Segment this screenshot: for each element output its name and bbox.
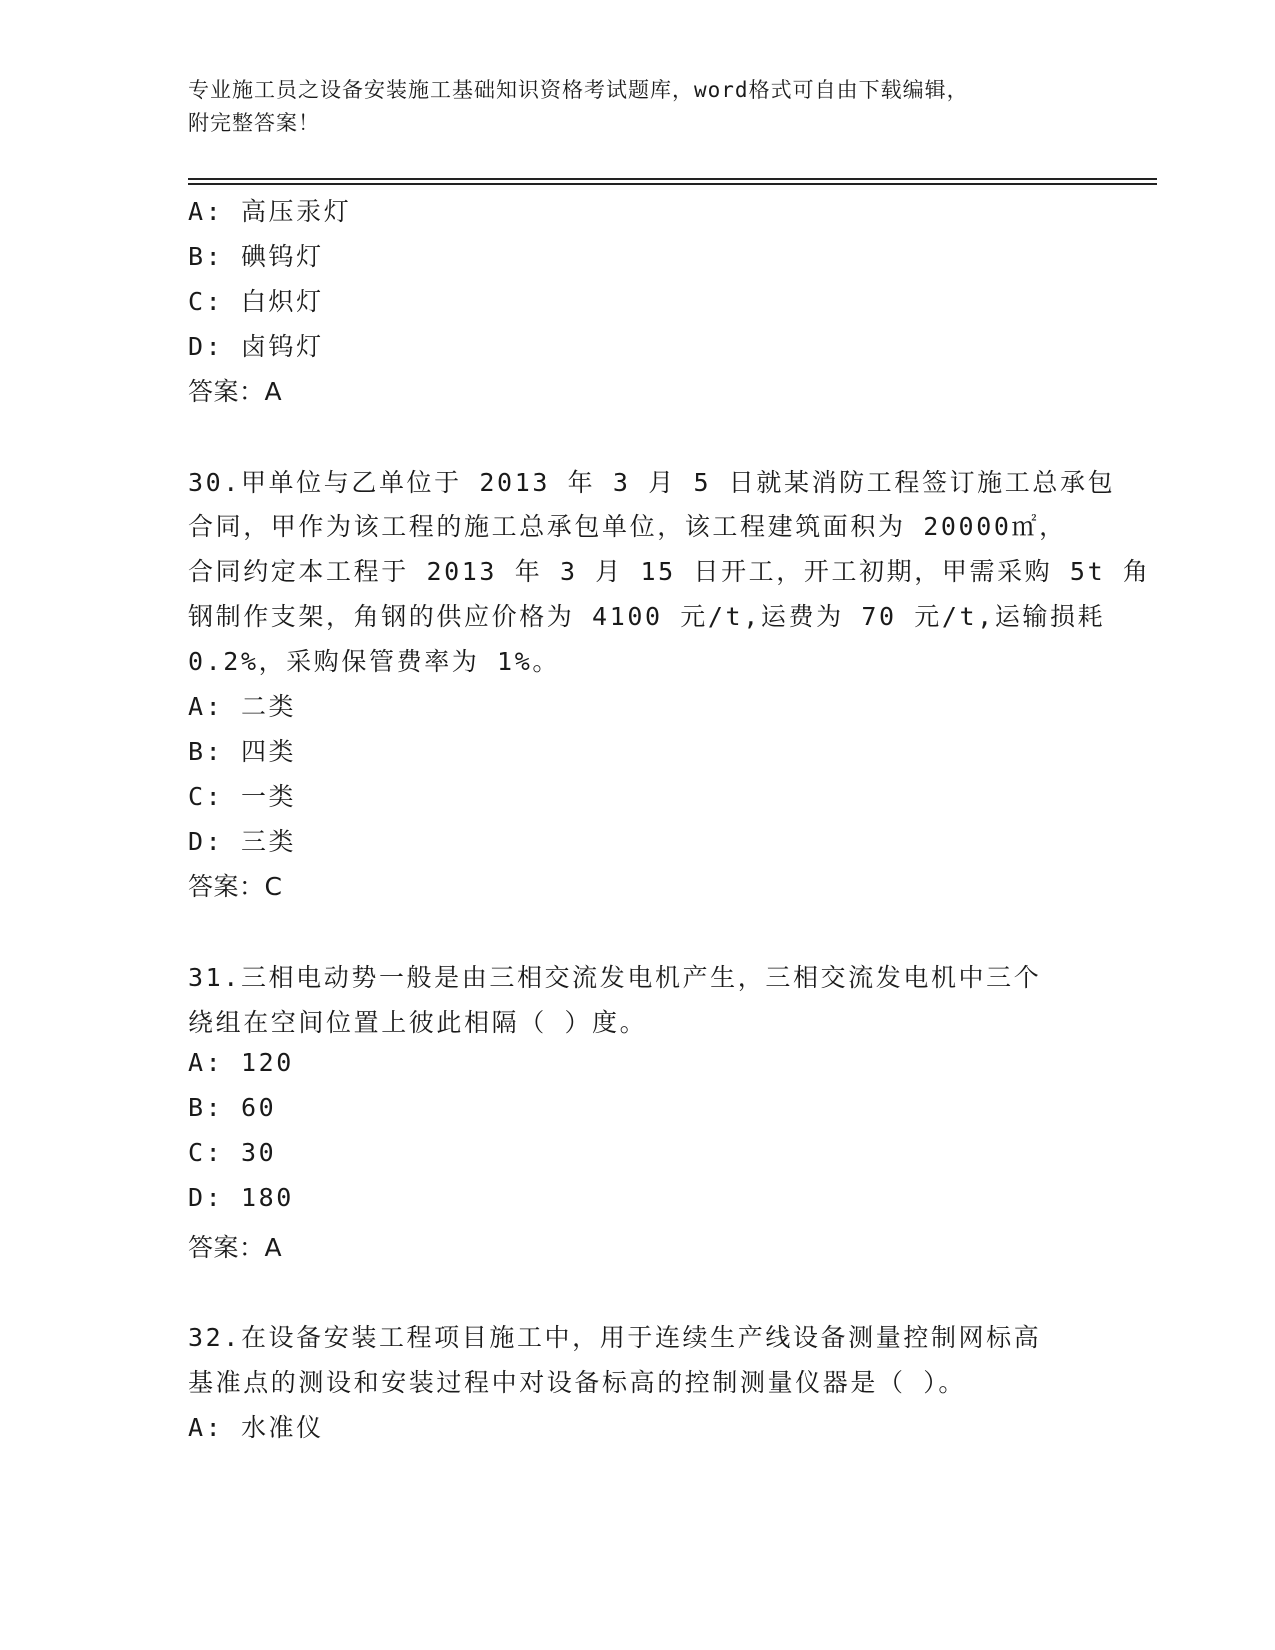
q31-answer: 答案：A <box>188 1233 283 1262</box>
q29-option-a: A: 高压汞灯 <box>188 197 352 226</box>
q29-option-d: D: 卤钨灯 <box>188 332 324 361</box>
q30-option-a: A: 二类 <box>188 692 297 721</box>
q32-option-a: A: 水准仪 <box>188 1413 324 1442</box>
q31-stem-line-2: 绕组在空间位置上彼此相隔（ ）度。 <box>188 1008 648 1037</box>
q31-option-c: C: 30 <box>188 1138 277 1167</box>
header-divider-bottom <box>188 183 1157 185</box>
document-header <box>188 74 1088 140</box>
q30-option-d: D: 三类 <box>188 827 297 856</box>
q30-answer: 答案：C <box>188 872 283 901</box>
header-divider-top <box>188 178 1157 180</box>
q31-option-a: A: 120 <box>188 1048 294 1077</box>
q30-stem-line-4: 钢制作支架，角钢的供应价格为 4100 元/t,运费为 70 元/t,运输损耗 <box>188 602 1106 631</box>
q32-stem-line-2: 基准点的测设和安装过程中对设备标高的控制测量仪器是（ ）。 <box>188 1368 966 1397</box>
q30-option-c: C: 一类 <box>188 782 297 811</box>
q29-option-b: B: 碘钨灯 <box>188 242 324 271</box>
q30-stem-line-5: 0.2%，采购保管费率为 1%。 <box>188 647 560 676</box>
q31-stem-line-1: 31.三相电动势一般是由三相交流发电机产生，三相交流发电机中三个 <box>188 963 1042 992</box>
q29-answer: 答案：A <box>188 377 283 406</box>
q30-stem-line-2: 合同，甲作为该工程的施工总承包单位，该工程建筑面积为 20000㎡， <box>188 512 1067 541</box>
header-line-2: 附完整答案！ <box>188 111 320 135</box>
q30-stem-line-1: 30.甲单位与乙单位于 2013 年 3 月 5 日就某消防工程签订施工总承包 <box>188 468 1116 497</box>
q31-option-b: B: 60 <box>188 1093 277 1122</box>
q31-option-d: D: 180 <box>188 1183 294 1212</box>
q32-stem-line-1: 32.在设备安装工程项目施工中，用于连续生产线设备测量控制网标高 <box>188 1323 1042 1352</box>
q30-stem-line-3: 合同约定本工程于 2013 年 3 月 15 日开工，开工初期，甲需采购 5t 角 <box>188 557 1151 586</box>
header-line-1: 专业施工员之设备安装施工基础知识资格考试题库，word格式可自由下载编辑， <box>188 78 969 102</box>
q29-option-c: C: 白炽灯 <box>188 287 324 316</box>
q30-option-b: B: 四类 <box>188 737 297 766</box>
